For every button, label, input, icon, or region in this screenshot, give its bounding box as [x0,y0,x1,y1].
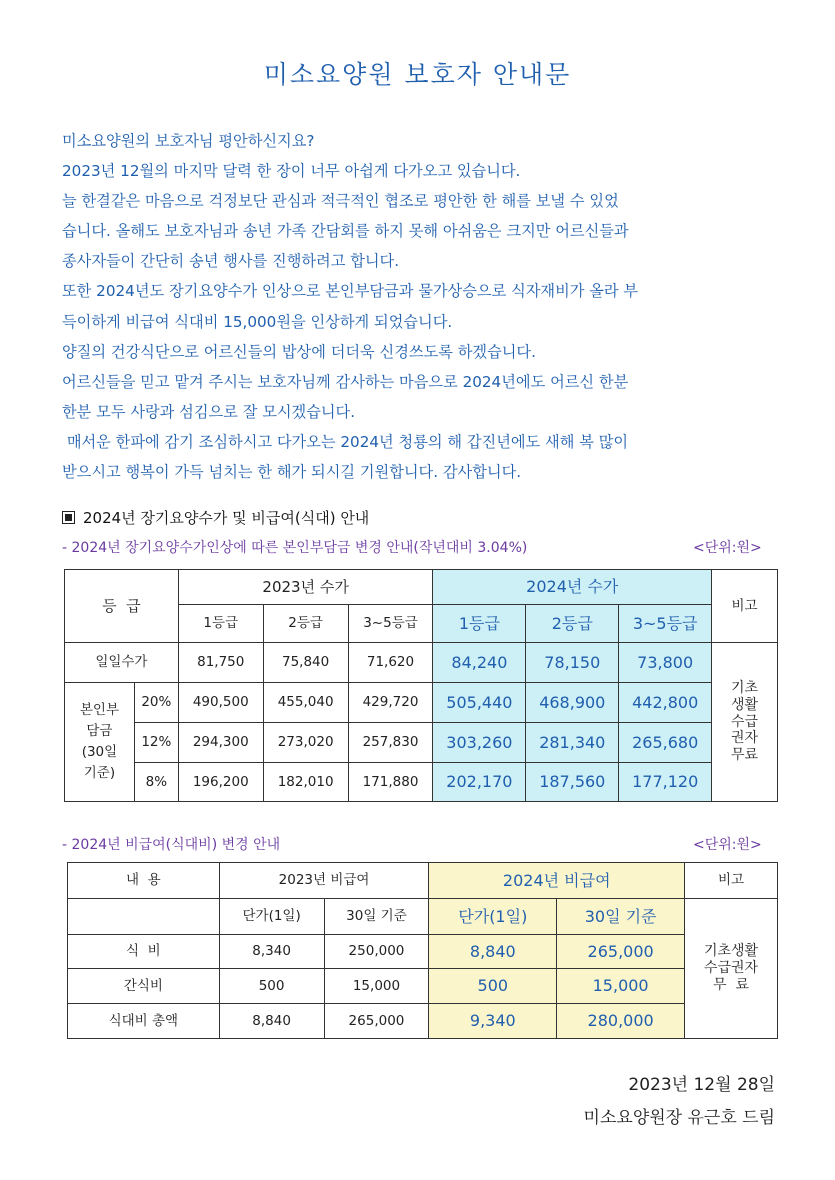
table-cell: 8,340 [219,935,324,969]
table-cell: 257,830 [348,723,433,763]
table-cell: 250,000 [324,935,429,969]
intro-line: 종사자들이 간단히 송년 행사를 진행하려고 합니다. [62,252,400,271]
table-cell: 294,300 [178,723,263,763]
table2-subtitle: - 2024년 비급여(식대비) 변경 안내 [62,837,281,853]
table-cell: 281,340 [526,723,619,763]
row-label: 식 비 [68,935,220,969]
table-cell: 500 [219,969,324,1004]
table-cell: 182,010 [263,763,348,802]
row-label: 식대비 총액 [68,1004,220,1039]
empty-cell [68,899,220,935]
table-cell: 15,000 [557,969,685,1004]
rate-cell: 8% [134,763,178,802]
table-cell: 265,000 [557,935,685,969]
y2023-header: 2023년 수가 [178,570,433,605]
daily-fee-label: 일일수가 [65,643,179,683]
note-cell: 기초생활 수급권자 무 료 [685,899,778,1039]
table-cell: 73,800 [619,643,712,683]
table-cell: 265,680 [619,723,712,763]
table-cell: 81,750 [178,643,263,683]
y2024-header: 2024년 비급여 [429,863,685,899]
closing-signature: 미소요양원장 유근호 드림 [583,1108,775,1128]
table-cell: 442,800 [619,683,712,723]
table-cell: 490,500 [178,683,263,723]
grade-1-header: 1등급 [178,605,263,643]
table-cell: 177,120 [619,763,712,802]
table-cell: 429,720 [348,683,433,723]
y2024-header: 2024년 수가 [433,570,712,605]
table-cell: 455,040 [263,683,348,723]
table1-unit: <단위:원> [693,540,762,556]
intro-line: 받으시고 행복이 가득 넘치는 한 해가 되시길 기원합니다. 감사합니다. [62,463,522,482]
table-cell: 187,560 [526,763,619,802]
table-cell: 8,840 [219,1004,324,1039]
table-cell: 468,900 [526,683,619,723]
intro-line: 양질의 건강식단으로 어르신들의 밥상에 더더욱 신경쓰도록 하겠습니다. [62,342,536,361]
grade-header: 등 급 [65,570,179,643]
table-cell: 8,840 [429,935,557,969]
table-cell: 171,880 [348,763,433,802]
intro-line: 늘 한결같은 마음으로 걱정보단 관심과 적극적인 협조로 평안한 한 해를 보낼 수 있었 [62,192,619,211]
table-cell: 71,620 [348,643,433,683]
table-cell: 196,200 [178,763,263,802]
note-header: 비고 [685,863,778,899]
filled-square-icon [62,511,75,524]
table-cell: 265,000 [324,1004,429,1039]
intro-line: 매서운 한파에 감기 조심하시고 다가오는 2024년 청룡의 해 갑진년에도 새해 복 많이 [62,432,629,451]
table-cell: 273,020 [263,723,348,763]
page-title: 미소요양원 보호자 안내문 [263,60,572,89]
intro-line: 미소요양원의 보호자님 평안하신지요? [62,132,315,150]
table-cell: 202,170 [433,763,526,802]
intro-line: 어르신들을 믿고 맡겨 주시는 보호자님께 감사하는 마음으로 2024년에도 어르신 한분 [62,372,629,391]
table-cell: 15,000 [324,969,429,1004]
intro-line: 득이하게 비급여 식대비 15,000원을 인상하게 되었습니다. [62,312,453,331]
monthly-header: 30일 기준 [324,899,429,935]
closing-date: 2023년 12월 28일 [628,1075,775,1095]
table-cell: 9,340 [429,1004,557,1039]
table-cell: 84,240 [433,643,526,683]
table-cell: 280,000 [557,1004,685,1039]
note-header: 비고 [712,570,778,643]
table-cell: 75,840 [263,643,348,683]
rate-cell: 20% [134,683,178,723]
note-cell: 기초 생활 수급 권자 무료 [712,643,778,802]
grade-3-5-header-2024: 3~5등급 [619,605,712,643]
intro-line: 습니다. 올해도 보호자님과 송년 가족 간담회를 하지 못해 아쉬움은 크지만 어르신들과 [62,222,629,241]
row-label: 간식비 [68,969,220,1004]
table-cell: 78,150 [526,643,619,683]
y2023-header: 2023년 비급여 [219,863,429,899]
intro-line: 2023년 12월의 마지막 달력 한 장이 너무 아쉽게 다가오고 있습니다. [62,162,521,181]
table-cell: 303,260 [433,723,526,763]
unit-price-header-2024: 단가(1일) [429,899,557,935]
intro-letter [62,126,778,487]
monthly-header-2024: 30일 기준 [557,899,685,935]
copay-label: 본인부 담금 (30일 기준) [65,683,135,802]
table-cell: 500 [429,969,557,1004]
table1-subtitle: - 2024년 장기요양수가인상에 따른 본인부담금 변경 안내(작년대비 3.04%) [62,540,528,556]
table-cell: 505,440 [433,683,526,723]
section-heading-text: 2024년 장기요양수가 및 비급여(식대) 안내 [83,509,370,527]
content-header: 내 용 [68,863,220,899]
unit-price-header: 단가(1일) [219,899,324,935]
grade-2-header: 2등급 [263,605,348,643]
grade-1-header-2024: 1등급 [433,605,526,643]
intro-line: 한분 모두 사랑과 섬김으로 잘 모시겠습니다. [62,402,356,421]
rate-cell: 12% [134,723,178,763]
grade-3-5-header: 3~5등급 [348,605,433,643]
care-fee-table [64,569,778,802]
intro-line: 또한 2024년도 장기요양수가 인상으로 본인부담금과 물가상승으로 식자재비가 올라 부 [62,282,639,301]
grade-2-header-2024: 2등급 [526,605,619,643]
section-heading [62,507,369,528]
meal-fee-table [67,862,778,1039]
table2-unit: <단위:원> [693,837,762,853]
